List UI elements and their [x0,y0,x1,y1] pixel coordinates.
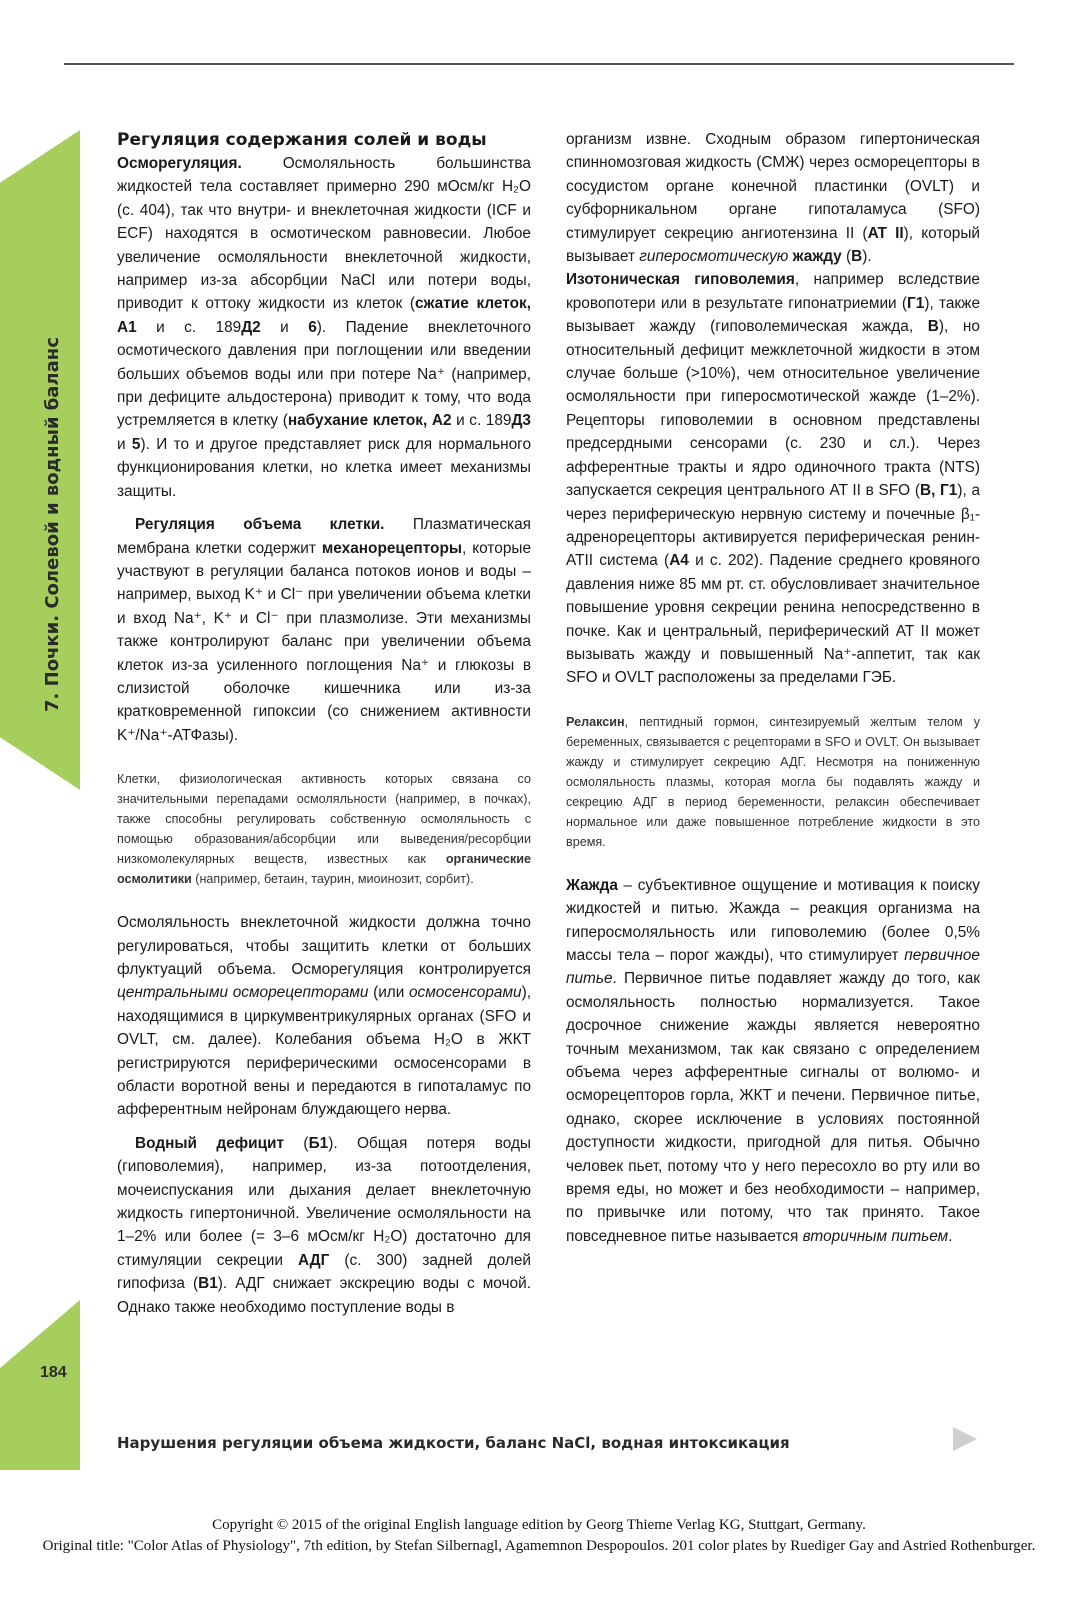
text: . [948,1227,953,1245]
term: Д2 [241,318,261,336]
copyright-line-2: Original title: "Color Atlas of Physiology", 7th edition, by Stefan Silbernagl, Agamemnon Despopoulos. 201 color plates by Ruediger Gay and Astried Rothenburger. [42,1538,1036,1554]
paragraph-cell-volume [117,513,531,747]
term-osmoregulation: Осморегуляция. [117,155,242,172]
term: АДГ [297,1251,330,1269]
term: Г1 [907,294,925,312]
term: AT II [867,224,904,242]
term: В, Г1 [919,482,958,500]
text: ). АДГ снижает экскрецию воды с мочой. Однако также необходимо поступление воды в [117,1275,531,1316]
next-topic-title: Нарушения регуляции объема жидкости, баланс NaCl, водная интоксикация [117,1434,790,1452]
term: В [927,318,939,336]
paragraph-water-deficit [117,1132,531,1319]
note-osmolytes [117,769,531,889]
text: ), но относительный дефицит межклеточной жидкости в этом случае больше (>10%), чем относительное увеличение осмоляльности при гиперосмотической жажде (1–2%). Рецепторы гиповолемии в основном представлены предсердными сенсорами (с. 230 и сл.). Через афферентные тракты и ядро одиночного тракта (NTS) запускается секреция центрального AT II в SFO ( [566,318,980,500]
chapter-tab [0,130,80,790]
italic-term: вторичным питьем [802,1227,949,1245]
italic-term: гиперосмотическую [639,248,789,266]
term: Д3 [511,412,531,430]
text: и с. 189 [136,318,242,336]
term: жажду [792,248,842,266]
top-rule [64,63,1014,65]
term-water-deficit: Водный дефицит [135,1134,285,1152]
term-relaxin: Релаксин [566,714,625,729]
term-thirst: Жажда [566,876,618,894]
paragraph-hypovolemia [566,268,980,689]
term: набухание клеток, А2 [287,412,452,430]
text: ), находящимися в циркумвентрикулярных органах (SFO и OVLT, см. далее). Колебания объема H₂O в ЖКТ регистрируются периферическими осмосенсорами в области воротной вены и передаются в гипоталамус по афферентным нейронам блуждающего нерва. [117,984,531,1119]
section-title: Регуляция содержания солей и воды [117,130,487,150]
left-column [117,128,531,1319]
text: ). И то и другое представляет риск для нормального функционирования клетки, но клетка имеет механизмы защиты. [117,435,531,500]
page-number: 184 [40,1364,67,1381]
term: механорецепторы [321,539,463,557]
text: Плазматическая мембрана клетки содержит [117,516,532,557]
page-number-tab [0,1300,80,1470]
term: В [851,248,863,266]
text: ), а через периферическую нервную систему и почечные β₁-адренорецепторы активируется периферическая ренин-ATII система ( [566,482,980,570]
copyright-line-1: Copyright © 2015 of the original English language edition by Georg Thieme Verlag KG, Stuttgart, Germany. [212,1517,866,1533]
text: , например вследствие кровопотери или в результате гипонатриемии ( [566,271,980,312]
paragraph-osmoreceptors [117,911,531,1122]
text: ( [841,248,852,266]
text: (или [368,984,409,1002]
text: организм извне. Сходным образом гипертоническая спинномозговая жидкость (СМЖ) через осморецепторы в сосудистом органе конечной пластинки (OVLT) и субфорникальном органе гипоталамуса (SFO) стимулирует секрецию ангиотензина II ( [566,131,980,242]
right-column [566,128,980,1248]
term: сжатие клеток, А1 [117,295,531,336]
text: Клетки, физиологическая активность которых связана со значительными перепадами осмоляльности (например, в почках), также способны регулировать собственную осмоляльность с помощью образования/абсорбции или выведения/ресорбции низкомолекулярных веществ, известных как [117,772,531,867]
chapter-title: 7. Почки. Солевой и водный баланс [42,337,63,712]
text: и [117,435,132,453]
text: и [260,318,309,336]
text: ). Общая потеря воды (гиповолемия), например, из-за потоотделения, мочеиспускания или дыхания делает внеклеточную жидкость гипертоничной. Увеличение осмоляльности на 1–2% или более (= 3–6 мОсм/кг H₂O) достаточно для стимуляции секреции [117,1134,531,1269]
term: 6 [308,318,317,336]
italic-term: центральными осморецепторами [117,984,369,1002]
term-isotonic-hypovolemia: Изотоническая гиповолемия [566,271,795,289]
text: ). Падение внеклеточного осмотического давления при поглощении или введении больших объемов воды или при потере Na⁺ (например, при дефиците альдостерона) приводит к тому, что вода устремляется в клетку ( [117,318,532,430]
text: и с. 189 [451,412,512,430]
term: В1 [198,1275,218,1293]
text: и с. 202). Падение среднего кровяного давления ниже 85 мм рт. ст. обусловливает значительное повышение уровня секреции ренина непосредственно в почке. Как и центральный, периферический AT II может вызывать жажду и повышенный Na⁺-аппетит, так как SFO и OVLT расположены за пределами ГЭБ. [566,552,980,687]
paragraph-csf [566,128,980,268]
text: . Первичное питье подавляет жажду до того, как осмоляльность полностью нормализуется. Такое досрочное снижение жажды является невероятно точным механизмом, так как связано с определением объема через афферентные сигналы от волюмо- и осморецепторов горла, ЖКТ и печени. Первичное питье, однако, скорее исключение в условиях постоянной доступности жидкости, пригодной для питья. Обычно человек пьет, потому что у него пересохло во рту или во время еды, но может и без необходимости – например, по привычке или потому, что так принято. Такое повседневное питье называется [566,970,980,1245]
paragraph-osmoregulation [117,152,531,503]
text: ), также вызывает жажду (гиповолемическая жажда, [566,294,981,336]
text: ), который вызывает [566,224,980,266]
term: Б1 [308,1134,329,1152]
italic-term: первичное питье [566,946,980,988]
paragraph-thirst [566,874,980,1249]
text: (например, бетаин, таурин, миоинозит, сорбит). [191,872,474,887]
text: Осмоляльность внеклеточной жидкости должна точно регулироваться, чтобы защитить клетки от больших флуктуаций объема. Осморегуляция контролируется [117,914,531,978]
term: 5 [131,435,141,453]
term: органические осмолитики [117,852,531,887]
text: ). [862,248,872,266]
play-triangle-icon[interactable] [953,1427,977,1451]
term-cell-volume: Регуляция объема клетки. [135,516,385,534]
term: А4 [669,552,689,570]
text: ( [284,1134,309,1152]
text: Осмоляльность большинства жидкостей тела составляет примерно 290 мОсм/кг H₂O (с. 404), так что внутри- и внеклеточная жидкости (ICF и ECF) находятся в осмотическом равновесии. Любое увеличение осмоляльности внеклеточной жидкости, например из-за абсорбции NaCl или потери воды, приводит к оттоку жидкости из клеток ( [117,155,531,313]
italic-term: осмосенсорами [409,984,522,1002]
text: (с. 300) задней долей гипофиза ( [117,1251,531,1293]
text: , которые участвуют в регуляции баланса потоков ионов и воды – например, выход K⁺ и Cl⁻ при увеличении объема клетки и вход Na⁺, K⁺ и Cl⁻ при плазмолизе. Эти механизмы также контролируют баланс при увеличении объема клеток из-за усиленного поглощения Na⁺ и глюкозы в слизистой оболочке кишечника или из-за кратковременной гипоксии (со снижением активности K⁺/Na⁺-АТФазы). [117,539,531,744]
text: – субъективное ощущение и мотивация к поиску жидкостей и питью. Жажда – реакция организма на гиперосмоляльность или гиповолемию (более 0,5% массы тела – порог жажды), что стимулирует [566,876,980,964]
note-relaxin [566,712,980,852]
text: , пептидный гормон, синтезируемый желтым телом у беременных, связывается с рецепторами в SFO и OVLT. Он вызывает жажду и стимулирует секрецию АДГ. Несмотря на пониженную осмоляльность плазмы, которая могла бы подавлять жажду и секрецию АДГ в период беременности, релаксин обеспечивает нормальное или даже повышенное потребление жидкости в это время. [566,714,980,849]
